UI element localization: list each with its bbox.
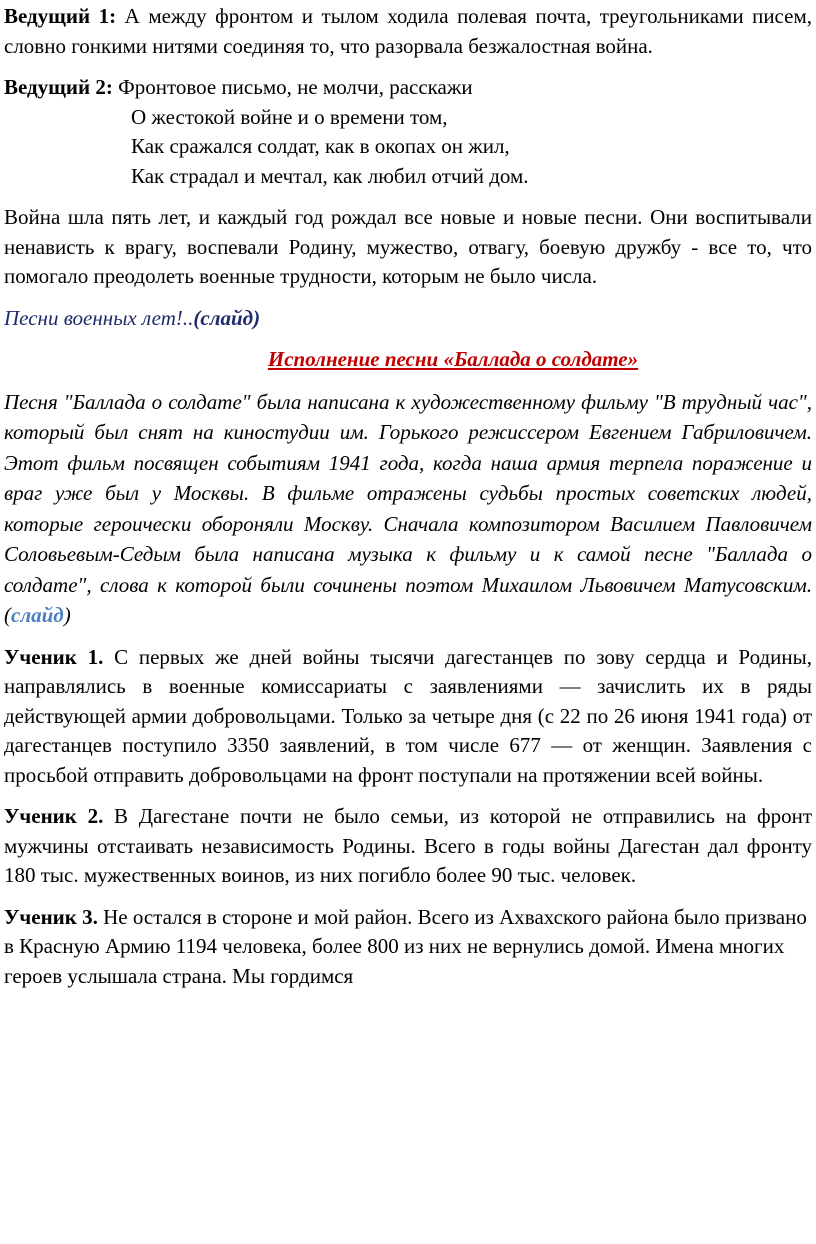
spacer: [4, 790, 812, 802]
student1-paragraph: [4, 643, 812, 791]
ballad-text: Песня "Баллада о солдате" была написана к художественному фильму "В трудный час", который был снят на киностудии им. Горького режиссером Евгением Габриловичем. Этот фильм посвящен событиям 1941 года, когда наша армия терпела поражение и враг уже был у Москвы. В фильме отражены судьбы простых советских людей, которые героически обороняли Москву. Сначала композитором Василием Павловичем Соловьевым-Седым была написана музыка к фильму и к самой песне "Баллада о солдате", слова к которой были сочинены поэтом Михаилом Львовичем Матусовским.: [4, 389, 812, 597]
performance-title: Исполнение песни «Баллада о солдате»: [267, 347, 639, 371]
host1-paragraph: [4, 2, 812, 61]
ballad-slide-open: (: [4, 603, 11, 627]
student3-text: Не остался в стороне и мой район. Всего из Ахвахского района было призвано в Красную Армию 1194 человека, более 800 из них не вернулись домой. Имена многих героев услышала страна. Мы гордимся: [4, 904, 807, 988]
spacer: [4, 375, 812, 387]
student3-label: Ученик 3.: [4, 904, 98, 929]
host2-verse-line-4: Как страдал и мечтал, как любил отчий дом.: [131, 163, 529, 188]
verse-text-1: Фронтовое письмо, не молчи, расскажи: [112, 75, 473, 99]
host2-verse-line-1: [4, 73, 812, 103]
spacer: [4, 631, 812, 643]
host1-label: Ведущий 1:: [4, 4, 117, 28]
host2-label: Ведущий 2:: [4, 75, 113, 99]
ballad-slide-close: ): [63, 603, 71, 627]
ballad-paragraph: [4, 387, 812, 631]
ballad-slide: слайд: [11, 603, 64, 627]
spacer: [4, 191, 812, 203]
student1-text: С первых же дней войны тысячи дагестанцев по зову сердца и Родины, направлялись в военные комиссариаты с заявлениями — зачислить их в ряды действующей армии добровольцами. Только за четыре дня (с 22 по 26 июня 1941 года) от дагестанцев поступило 3350 заявлений, в том числе 677 — от женщин. Заявления с просьбой отправить добровольцами на фронт поступали на протяжении всей войны.: [4, 644, 813, 787]
spacer: [4, 292, 812, 304]
spacer: [4, 891, 812, 903]
student1-label: Ученик 1.: [4, 644, 104, 669]
songs-line: [4, 304, 812, 334]
student2-text: В Дагестане почти не было семьи, из которой не отправились на фронт мужчины отстаивать независимость Родины. Всего в годы войны Дагестан дал фронту 180 тыс. мужественных воинов, из них погибло более 90 тыс. человек.: [4, 804, 813, 887]
spacer: [4, 333, 812, 345]
student3-paragraph: [4, 903, 812, 992]
songs-line-slide: (слайд): [193, 305, 261, 330]
war-songs-paragraph: Война шла пять лет, и каждый год рождал все новые и новые песни. Они воспитывали ненависть к врагу, воспевали Родину, мужество, отвагу, боевую дружбу - все то, что помогало преодолеть военные трудности, которым не было числа.: [4, 205, 812, 288]
host1-text: А между фронтом и тылом ходила полевая почта, треугольниками писем, словно гонкими нитями соединяя то, что разорвала безжалостная война.: [4, 4, 812, 58]
student2-paragraph: [4, 802, 812, 891]
host2-verse-line-3: Как сражался солдат, как в окопах он жил,: [131, 134, 510, 158]
host2-verse: [4, 73, 812, 191]
spacer: [4, 61, 812, 73]
songs-line-text: Песни военных лет!..: [4, 305, 194, 330]
student2-label: Ученик 2.: [4, 804, 104, 828]
host2-verse-line-2: О жестокой войне и о времени том,: [131, 104, 448, 129]
